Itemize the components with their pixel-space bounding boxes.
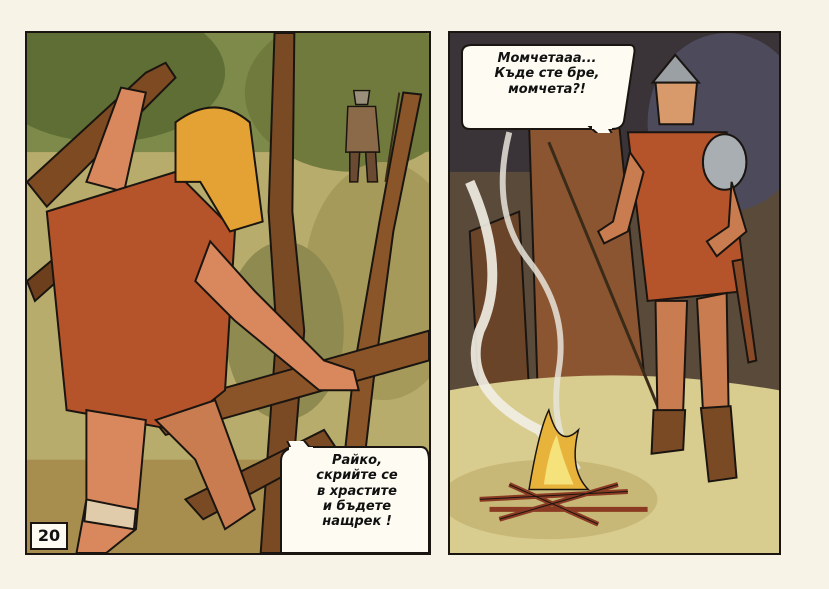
comic-panel-right bbox=[448, 31, 781, 555]
balloon-line: Райко, bbox=[331, 453, 383, 468]
comic-panel-left bbox=[25, 31, 431, 555]
speech-balloon-rayko bbox=[271, 441, 431, 534]
balloon-line: в храстите bbox=[317, 483, 397, 499]
balloon-line: момчета?! bbox=[508, 81, 586, 97]
balloon-line: и бъдете bbox=[322, 498, 392, 514]
balloon-line: скрийте се bbox=[316, 468, 398, 484]
balloon-line: Момчетааа... bbox=[497, 51, 597, 66]
balloon-line: нащрек ! bbox=[322, 514, 392, 530]
page-number: 20 bbox=[30, 522, 68, 550]
balloon-line: Къде сте бре, bbox=[494, 66, 600, 82]
speech-balloon-soldier bbox=[458, 41, 638, 101]
